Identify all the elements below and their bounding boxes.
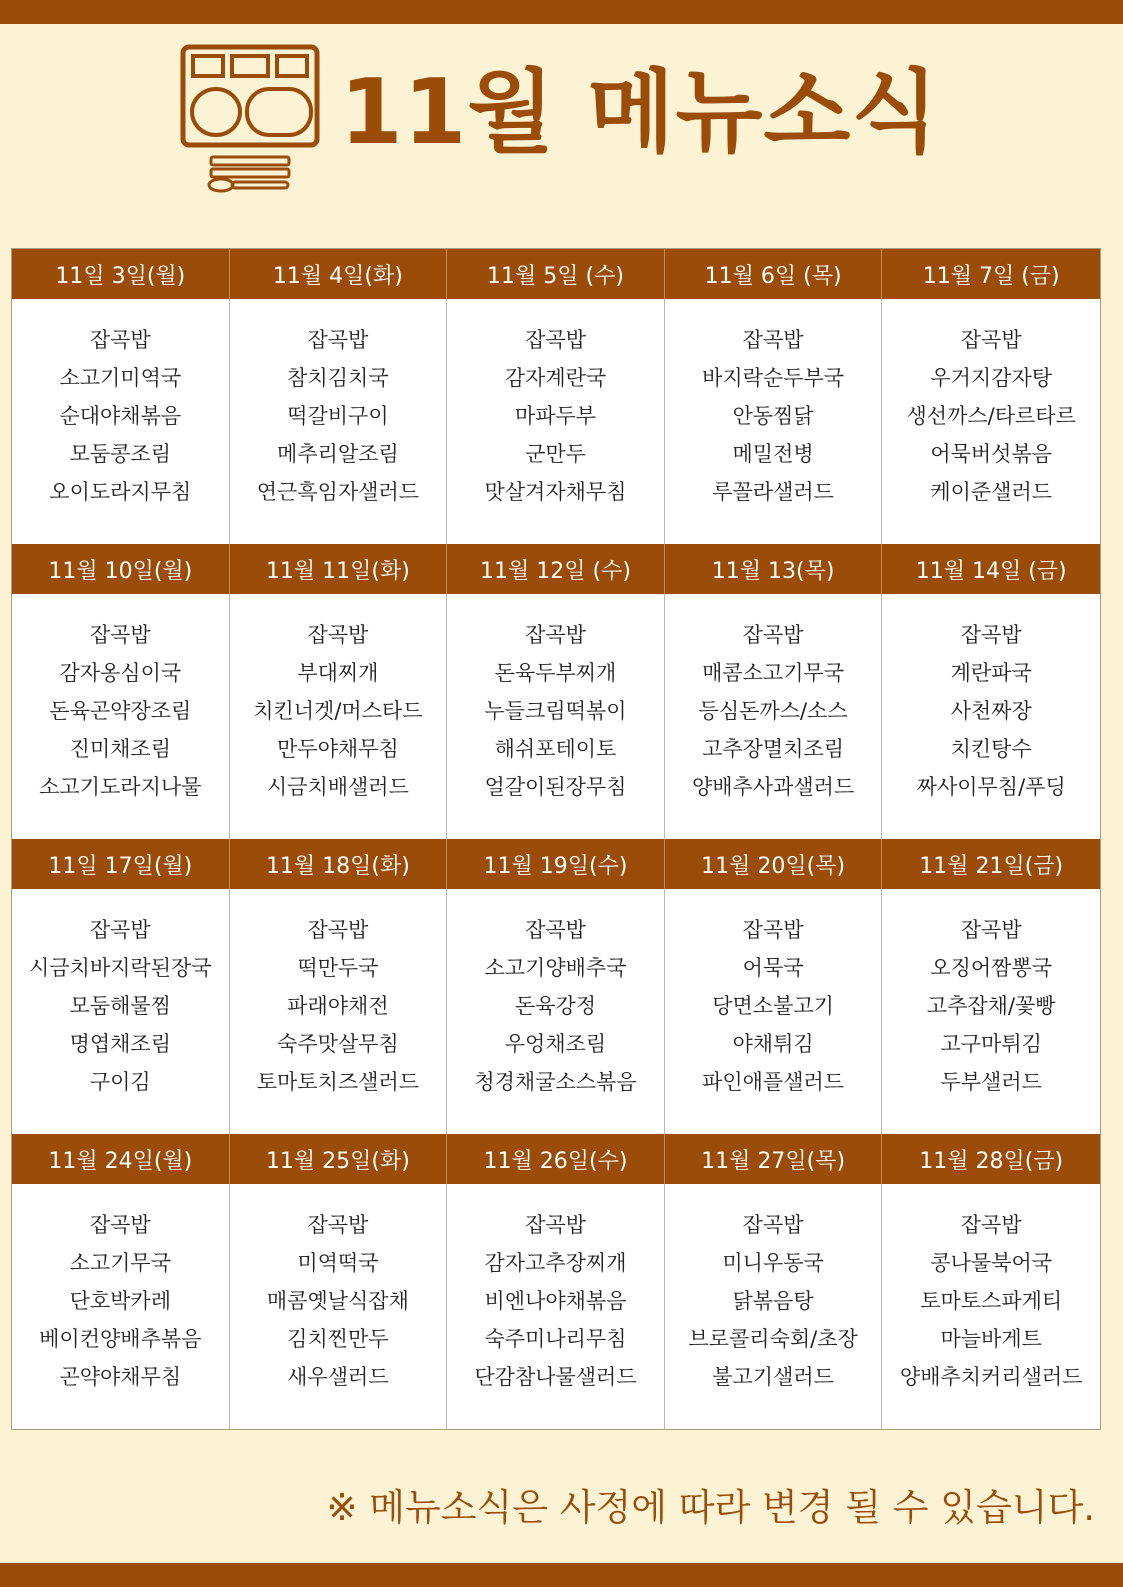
menu-item: 케이준샐러드 <box>930 479 1053 504</box>
menu-item: 곤약야채무침 <box>59 1364 182 1389</box>
menu-item: 잡곡밥 <box>307 917 369 942</box>
day-header: 11월 4일(화) <box>230 249 448 299</box>
day-header: 11월 6일 (목) <box>665 249 883 299</box>
day-header: 11월 24일(월) <box>12 1134 230 1184</box>
menu-item: 잡곡밥 <box>960 1212 1022 1237</box>
menu-item: 콩나물북어국 <box>930 1250 1053 1275</box>
day-header: 11월 19일(수) <box>447 839 665 889</box>
menu-item: 매콤소고기무국 <box>702 660 845 685</box>
day-header: 11월 18일(화) <box>230 839 448 889</box>
menu-item: 매콤옛날식잡채 <box>266 1288 409 1313</box>
menu-item: 명엽채조림 <box>69 1031 172 1056</box>
menu-item: 파인애플샐러드 <box>702 1069 845 1094</box>
menu-item: 부대찌개 <box>297 660 379 685</box>
menu-item: 잡곡밥 <box>89 1212 151 1237</box>
menu-item: 사천짜장 <box>950 698 1032 723</box>
menu-item: 청경채굴소스볶음 <box>474 1069 637 1094</box>
day-menu-cell <box>230 299 448 544</box>
menu-item: 오징어짬뽕국 <box>930 955 1053 980</box>
menu-item: 잡곡밥 <box>525 917 586 942</box>
day-header: 11월 20일(목) <box>665 839 883 889</box>
menu-item: 숙주미나리무침 <box>484 1326 627 1351</box>
day-menu-cell <box>665 1184 883 1429</box>
page-title: 11월 메뉴소식 <box>340 60 940 165</box>
menu-item: 바지락순두부국 <box>702 365 845 390</box>
menu-item: 닭볶음탕 <box>732 1288 814 1313</box>
day-menu-cell <box>447 299 665 544</box>
menu-item: 잡곡밥 <box>307 1212 369 1237</box>
menu-item: 짜사이무침/푸딩 <box>916 774 1066 799</box>
menu-item: 잡곡밥 <box>307 622 369 647</box>
menu-item: 숙주맛살무침 <box>277 1031 399 1056</box>
menu-item: 진미채조림 <box>69 736 172 761</box>
menu-item: 고추장멸치조림 <box>702 736 845 761</box>
day-menu-cell <box>230 889 448 1134</box>
day-header: 11월 5일 (수) <box>447 249 665 299</box>
menu-item: 잡곡밥 <box>960 622 1022 647</box>
menu-item: 토마토치즈샐러드 <box>256 1069 420 1094</box>
day-header: 11월 14일 (금) <box>882 544 1100 594</box>
menu-item: 미니우동국 <box>722 1250 824 1275</box>
day-menu-cell <box>12 889 230 1134</box>
menu-item: 단호박카레 <box>69 1288 172 1313</box>
menu-item: 파래야채전 <box>287 993 389 1018</box>
menu-item: 우엉채조림 <box>504 1031 607 1056</box>
menu-item: 생선까스/타르타르 <box>906 403 1076 428</box>
day-header: 11월 27일(목) <box>665 1134 883 1184</box>
day-header: 11일 3일(월) <box>12 249 230 299</box>
menu-item: 안동찜닭 <box>732 403 814 428</box>
day-menu-cell <box>12 299 230 544</box>
menu-item: 구이김 <box>89 1069 151 1094</box>
day-header: 11월 12일 (수) <box>447 544 665 594</box>
menu-item: 소고기미역국 <box>59 365 182 390</box>
day-header: 11월 13(목) <box>665 544 883 594</box>
menu-item: 맛살겨자채무침 <box>484 479 627 504</box>
menu-item: 돈육강정 <box>514 993 597 1018</box>
notice-text: ※ 메뉴소식은 사정에 따라 변경 될 수 있습니다. <box>326 1486 1095 1529</box>
menu-item: 소고기양배추국 <box>484 955 627 980</box>
menu-item: 김치찐만두 <box>287 1326 389 1351</box>
menu-item: 떡갈비구이 <box>287 403 389 428</box>
menu-item: 마파두부 <box>514 403 597 428</box>
day-menu-cell <box>665 889 883 1134</box>
menu-item: 루꼴라샐러드 <box>712 479 834 504</box>
menu-item: 비엔나야채볶음 <box>484 1288 627 1313</box>
menu-item: 잡곡밥 <box>960 917 1022 942</box>
menu-item: 잡곡밥 <box>742 917 804 942</box>
menu-item: 군만두 <box>525 441 586 466</box>
menu-item: 치킨탕수 <box>950 736 1032 761</box>
day-menu-cell <box>230 1184 448 1429</box>
day-menu-cell <box>882 299 1100 544</box>
menu-item: 돈육두부찌개 <box>494 660 617 685</box>
day-header: 11월 7일 (금) <box>882 249 1100 299</box>
menu-item: 미역떡국 <box>297 1250 379 1275</box>
day-menu-cell <box>447 1184 665 1429</box>
menu-item: 계란파국 <box>950 660 1032 685</box>
menu-item: 모둠해물찜 <box>69 993 172 1018</box>
menu-item: 마늘바게트 <box>940 1326 1042 1351</box>
day-menu-cell <box>12 594 230 839</box>
top-border-bar <box>0 0 1123 24</box>
menu-item: 누들크림떡볶이 <box>484 698 627 723</box>
menu-item: 새우샐러드 <box>287 1364 389 1389</box>
menu-item: 등심돈까스/소스 <box>698 698 848 723</box>
day-header: 11월 10일(월) <box>12 544 230 594</box>
menu-item: 소고기무국 <box>69 1250 172 1275</box>
menu-item: 잡곡밥 <box>742 1212 804 1237</box>
menu-item: 소고기도라지나물 <box>39 774 202 799</box>
menu-item: 순대야채볶음 <box>59 403 182 428</box>
day-menu-cell <box>447 594 665 839</box>
menu-item: 만두야채무침 <box>277 736 399 761</box>
day-header: 11월 25일(화) <box>230 1134 448 1184</box>
day-header: 11월 26일(수) <box>447 1134 665 1184</box>
day-header: 11월 21일(금) <box>882 839 1100 889</box>
menu-item: 잡곡밥 <box>742 622 804 647</box>
menu-item: 단감참나물샐러드 <box>474 1364 637 1389</box>
menu-item: 떡만두국 <box>297 955 379 980</box>
menu-item: 잡곡밥 <box>742 327 804 352</box>
day-menu-cell <box>447 889 665 1134</box>
menu-item: 감자옹심이국 <box>59 660 182 685</box>
menu-item: 얼갈이된장무침 <box>484 774 627 799</box>
day-header: 11일 17일(월) <box>12 839 230 889</box>
menu-item: 어묵국 <box>742 955 804 980</box>
menu-item: 오이도라지무침 <box>49 479 192 504</box>
menu-item: 잡곡밥 <box>525 327 586 352</box>
menu-item: 해쉬포테이토 <box>494 736 617 761</box>
menu-item: 야채튀김 <box>732 1031 814 1056</box>
menu-calendar-table <box>11 248 1101 1430</box>
day-menu-cell <box>882 594 1100 839</box>
menu-item: 잡곡밥 <box>525 1212 586 1237</box>
menu-item: 참치김치국 <box>287 365 389 390</box>
menu-item: 잡곡밥 <box>960 327 1022 352</box>
day-header: 11월 28일(금) <box>882 1134 1100 1184</box>
menu-item: 시금치배샐러드 <box>266 774 409 799</box>
menu-item: 우거지감자탕 <box>930 365 1053 390</box>
day-menu-cell <box>665 594 883 839</box>
bottom-border-bar <box>0 1563 1123 1587</box>
menu-item: 모둠콩조림 <box>69 441 172 466</box>
day-menu-cell <box>882 1184 1100 1429</box>
day-menu-cell <box>230 594 448 839</box>
menu-item: 어묵버섯볶음 <box>930 441 1053 466</box>
menu-item: 돈육곤약장조림 <box>49 698 192 723</box>
menu-item: 고추잡채/꽃빵 <box>926 993 1056 1018</box>
menu-item: 연근흑임자샐러드 <box>256 479 420 504</box>
menu-item: 잡곡밥 <box>89 917 151 942</box>
menu-item: 감자고추장찌개 <box>484 1250 627 1275</box>
menu-item: 불고기샐러드 <box>712 1364 834 1389</box>
menu-item: 브로콜리숙회/초장 <box>688 1326 858 1351</box>
menu-item: 잡곡밥 <box>307 327 369 352</box>
menu-item: 당면소불고기 <box>712 993 834 1018</box>
day-menu-cell <box>882 889 1100 1134</box>
menu-item: 메추리알조림 <box>277 441 399 466</box>
menu-item: 잡곡밥 <box>89 622 151 647</box>
menu-item: 양배추사과샐러드 <box>691 774 855 799</box>
day-header: 11월 11일(화) <box>230 544 448 594</box>
day-menu-cell <box>665 299 883 544</box>
menu-item: 감자계란국 <box>504 365 607 390</box>
menu-item: 치킨너겟/머스타드 <box>253 698 423 723</box>
menu-item: 메밀전병 <box>732 441 814 466</box>
menu-item: 잡곡밥 <box>89 327 151 352</box>
menu-item: 시금치바지락된장국 <box>29 955 212 980</box>
menu-item: 양배추치커리샐러드 <box>899 1364 1083 1389</box>
menu-item: 잡곡밥 <box>525 622 586 647</box>
day-menu-cell <box>12 1184 230 1429</box>
menu-item: 토마토스파게티 <box>920 1288 1063 1313</box>
menu-item: 베이컨양배추볶음 <box>39 1326 202 1351</box>
lunch-tray-icon <box>180 44 322 196</box>
menu-item: 두부샐러드 <box>940 1069 1042 1094</box>
menu-item: 고구마튀김 <box>940 1031 1042 1056</box>
